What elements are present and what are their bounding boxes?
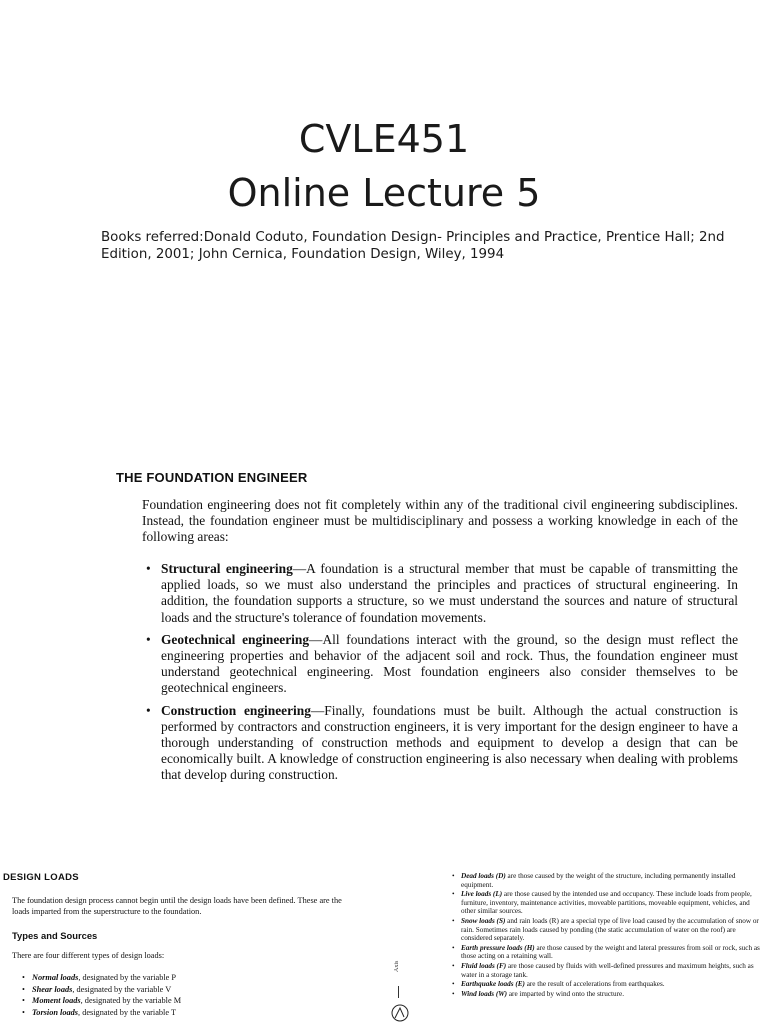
torsion-moment-icon xyxy=(390,998,410,1024)
list-item xyxy=(22,995,181,1007)
source-term: Live loads (L) xyxy=(461,890,503,899)
load-types-list xyxy=(22,972,181,1018)
source-text: are those caused by the intended use and occupancy. These include loads from people, furniture, inventory, maintenance activities, moveable partitions, moveable equipment, vehicles, and other similar sources. xyxy=(461,890,752,916)
load-term: Shear loads xyxy=(32,984,73,994)
list-item xyxy=(452,962,764,979)
list-item xyxy=(452,980,764,989)
source-text: and rain loads (R) are a special type of live load caused by the accumulation of snow or rain. Sometimes rain loads caused by ponding (the static accumulation of water on the roof) are considered separately. xyxy=(461,916,759,943)
list-item xyxy=(452,990,764,999)
load-term: Moment loads xyxy=(32,996,81,1005)
source-text: are those caused by the weight and lateral pressures from soil or rock, such as those acting on a retaining wall. xyxy=(461,943,760,961)
list-item xyxy=(452,944,764,961)
source-text: are those caused by fluids with well-defined pressures and maximum heights, such as water in a storage tank. xyxy=(461,961,754,979)
source-text: are those caused by the weight of the structure, including permanently installed equipment. xyxy=(461,872,736,889)
load-text: , designated by the variable V xyxy=(72,984,172,994)
load-text: , designated by the variable P xyxy=(78,973,177,982)
bullet-term: Structural engineering xyxy=(161,561,293,576)
list-item xyxy=(452,917,764,943)
design-loads-heading: DESIGN LOADS xyxy=(3,872,79,883)
bullet-text: —Finally, foundations must be built. Although the actual construction is performed by contractors and construction engineers, it is very important for the design engineer to have a thorough understanding of construction methods and equipment to develop a design that can be economically built. A knowledge of construction engineering is also necessary when dealing with problems that develop during construction. xyxy=(161,702,739,783)
list-item xyxy=(452,872,764,889)
load-text: , designated by the variable M xyxy=(80,996,182,1005)
list-item xyxy=(146,632,738,697)
load-term: Normal loads xyxy=(32,973,79,982)
list-item xyxy=(146,703,738,784)
course-code: CVLE451 xyxy=(298,117,470,161)
source-term: Earth pressure loads (H) xyxy=(461,943,535,952)
source-term: Wind loads (W) xyxy=(461,989,508,998)
lecture-title: Online Lecture 5 xyxy=(227,171,541,215)
load-text: , designated by the variable T xyxy=(78,1007,177,1017)
source-term: Snow loads (S) xyxy=(461,916,506,925)
foundation-engineer-intro: Foundation engineering does not fit completely within any of the traditional civil engineering subdisciplines. Instead, the foundation engineer must be multidisciplinary and possess a working knowledge in each of the following areas: xyxy=(142,497,738,545)
list-item xyxy=(146,561,738,626)
foundation-engineer-heading: THE FOUNDATION ENGINEER xyxy=(116,470,308,485)
bullet-text: —All foundations interact with the ground, so the design must reflect the engineering properties and behavior of the adjacent soil and rock. Thus, the foundation engineer must understand geotechnical engineering. Most foundation engineers also consider themselves to be geotechnical engineers. xyxy=(161,631,739,696)
source-term: Fluid loads (F) xyxy=(461,961,507,970)
books-referred: Books referred:Donald Coduto, Foundation Design- Principles and Practice, Prentice Hall; 2nd Edition, 2001; John Cernica, Foundation Design, Wiley, 1994 xyxy=(101,230,725,262)
bullet-term: Construction engineering xyxy=(161,702,311,718)
load-sources-list xyxy=(452,872,764,999)
axis-label: Axis xyxy=(394,960,400,972)
list-item xyxy=(22,984,181,996)
source-term: Dead loads (D) xyxy=(461,872,506,880)
list-item xyxy=(22,972,181,984)
bullet-text: —A foundation is a structural member that must be capable of transmitting the applied loads, so we must also understand the principles and practices of structural engineering. In addition, the foundation supports a structure, so we must understand the sources and nature of structural loads and the structure's tolerance of foundation movements. xyxy=(161,561,738,625)
list-item xyxy=(22,1007,181,1019)
source-text: are the result of accelerations from earthquakes. xyxy=(524,980,665,989)
bullet-term: Geotechnical engineering xyxy=(161,631,310,647)
types-sources-heading: Types and Sources xyxy=(12,930,98,941)
slide-title xyxy=(0,112,768,220)
source-term: Earthquake loads (E) xyxy=(461,980,525,989)
discipline-list xyxy=(146,561,738,790)
list-item xyxy=(452,890,764,916)
load-term: Torsion loads xyxy=(32,1007,79,1017)
design-loads-intro: The foundation design process cannot begin until the design loads have been defined. These are the loads imparted from the superstructure to the foundation. xyxy=(12,896,342,916)
types-intro: There are four different types of design loads: xyxy=(12,951,165,960)
axis-line xyxy=(398,986,399,998)
source-text: are imparted by wind onto the structure. xyxy=(507,989,625,998)
